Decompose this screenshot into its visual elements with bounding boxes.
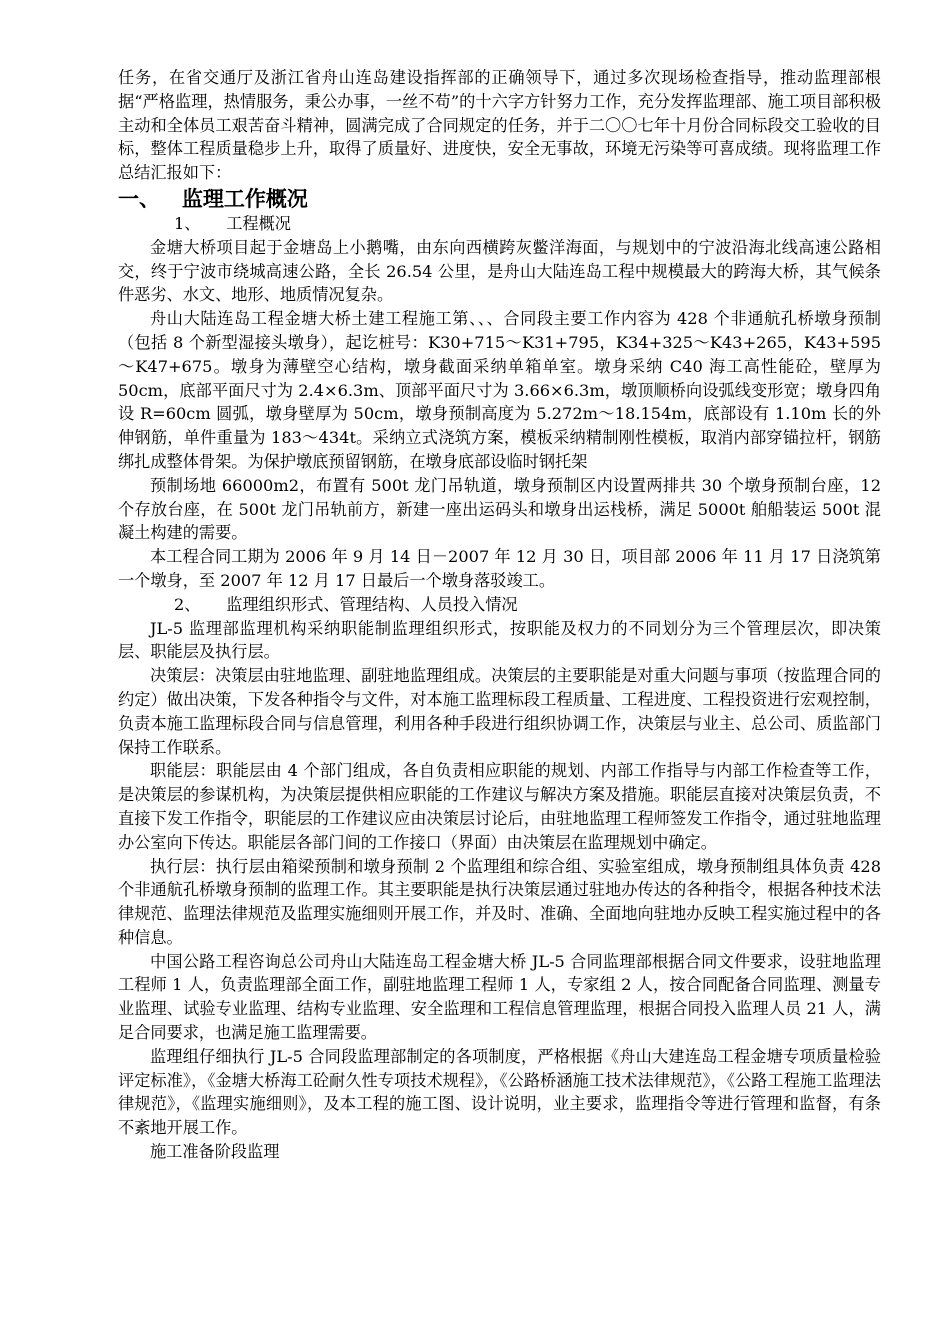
paragraph: JL-5 监理部监理机构采纳职能制监理组织形式，按职能及权力的不同划分为三个管理层次，即决策层、职能层及执行层。 (118, 618, 881, 662)
paragraph: 监理组仔细执行 JL-5 合同段监理部制定的各项制度，严格根据《舟山大建连岛工程金塘专项质量检验评定标准》，《金塘大桥海工砼耐久性专项技术规程》，《公路桥涵施工技术法律规范》，《公路工程施工监理法律规范》，《监理实施细则》，及本工程的施工图、设计说明，业主要求，监理指令等进行管理和监督，有条不紊地开展工作。 (118, 1046, 881, 1138)
subsection-heading: 2、 监理组织形式、管理结构、人员投入情况 (174, 594, 518, 614)
intro-paragraph: 任务，在省交通厅及浙江省舟山连岛建设指挥部的正确领导下，通过多次现场检查指导，推动监理部根据“严格监理，热情服务，秉公办事，一丝不苟”的十六字方针努力工作，充分发挥监理部、施工项目部积极主动和全体员工艰苦奋斗精神，圆满完成了合同规定的任务，并于二〇〇七年十月份合同标段交工验收的目标，整体工程质量稳步上升，取得了质量好、进度快，安全无事故，环境无污染等可喜成绩。现将监理工作总结汇报如下： (118, 68, 881, 183)
document-page (118, 66, 881, 1164)
paragraph: 预制场地 66000m2，布置有 500t 龙门吊轨道，墩身预制区内设置两排共 30 个墩身预制台座，12 个存放台座，在 500t 龙门吊轨前方，新建一座出运码头和墩身出运栈桥，满足 5000t 舶船装运 500t 混凝土构建的需要。 (118, 475, 881, 543)
paragraph: 本工程合同工期为 2006 年 9 月 14 日－2007 年 12 月 30 日，项目部 2006 年 11 月 17 日浇筑第一个墩身，至 2007 年 12 月 17 日最后一个墩身落驳竣工。 (118, 547, 881, 590)
paragraph: 中国公路工程咨询总公司舟山大陆连岛工程金塘大桥 JL-5 合同监理部根据合同文件要求，设驻地监理工程师 1 人，负责监理部全面工作，副驻地监理工程师 1 人，专家组 2 人，按合同配备合同监理、测量专业监理、试验专业监理、结构专业监理、安全监理和工程信息管理监理，根据合同投入监理人员 21 人，满足合同要求，也满足施工监理需要。 (118, 951, 881, 1043)
subsection-heading: 1、 工程概况 (174, 213, 291, 233)
paragraph: 执行层：执行层由箱梁预制和墩身预制 2 个监理组和综合组、实验室组成，墩身预制组具体负责 428 个非通航孔桥墩身预制的监理工作。其主要职能是执行决策层通过驻地办传达的各种指令，根据各种技术法律规范、监理法律规范及监理实施细则开展工作，并及时、准确、全面地向驻地办反映工程实施过程中的各种信息。 (118, 856, 881, 947)
paragraph: 职能层：职能层由 4 个部门组成，各自负责相应职能的规划、内部工作指导与内部工作检查等工作，是决策层的参谋机构，为决策层提供相应职能的工作建议与解决方案及措施。职能层直接对决策层负责，不直接下发工作指令，职能层的工作建议应由决策层讨论后，由驻地监理工程师签发工作指令，通过驻地监理办公室向下传达。职能层各部门间的工作接口（界面）由决策层在监理规划中确定。 (118, 761, 881, 852)
paragraph: 决策层：决策层由驻地监理、副驻地监理组成。决策层的主要职能是对重大问题与事项（按监理合同的约定）做出决策，下发各种指令与文件，对本施工监理标段工程质量、工程进度、工程投资进行宏观控制，负责本施工监理标段合同与信息管理，利用各种手段进行组织协调工作，决策层与业主、总公司、质监部门保持工作联系。 (118, 666, 881, 757)
section-heading: 一、 监理工作概况 (118, 186, 308, 211)
paragraph: 舟山大陆连岛工程金塘大桥土建工程施工第、、、合同段主要工作内容为 428 个非通航孔桥墩身预制（包括 8 个新型湿接头墩身），起讫桩号：K30+715～K31+795，K34+325～K43+265，K43+595～K47+675。墩身为薄壁空心结构，墩身截面采纳单箱单室。墩身采纳 C40 海工高性能砼，壁厚为 50cm，底部平面尺寸为 2.4×6.3m、顶部平面尺寸为 3.66×6.3m，墩顶顺桥向设弧线变形宽；墩身四角设 R=60cm 圆弧，墩身壁厚为 50cm，墩身预制高度为 5.272m～18.154m，底部设有 1.10m 长的外伸钢筋，单件重量为 183～434t。采纳立式浇筑方案，模板采纳精制刚性模板，取消内部穿锚拉杆，钢筋绑扎成整体骨架。为保护墩底预留钢筋，在墩身底部设临时钢托架 (118, 309, 881, 471)
paragraph: 施工准备阶段监理 (150, 1142, 280, 1162)
paragraph: 金塘大桥项目起于金塘岛上小鹅嘴，由东向西横跨灰鳖洋海面，与规划中的宁波沿海北线高速公路相交，终于宁波市绕城高速公路，全长 26.54 公里，是舟山大陆连岛工程中规模最大的跨海大桥，其气候条件恶劣、水文、地形、地质情况复杂。 (118, 237, 881, 305)
